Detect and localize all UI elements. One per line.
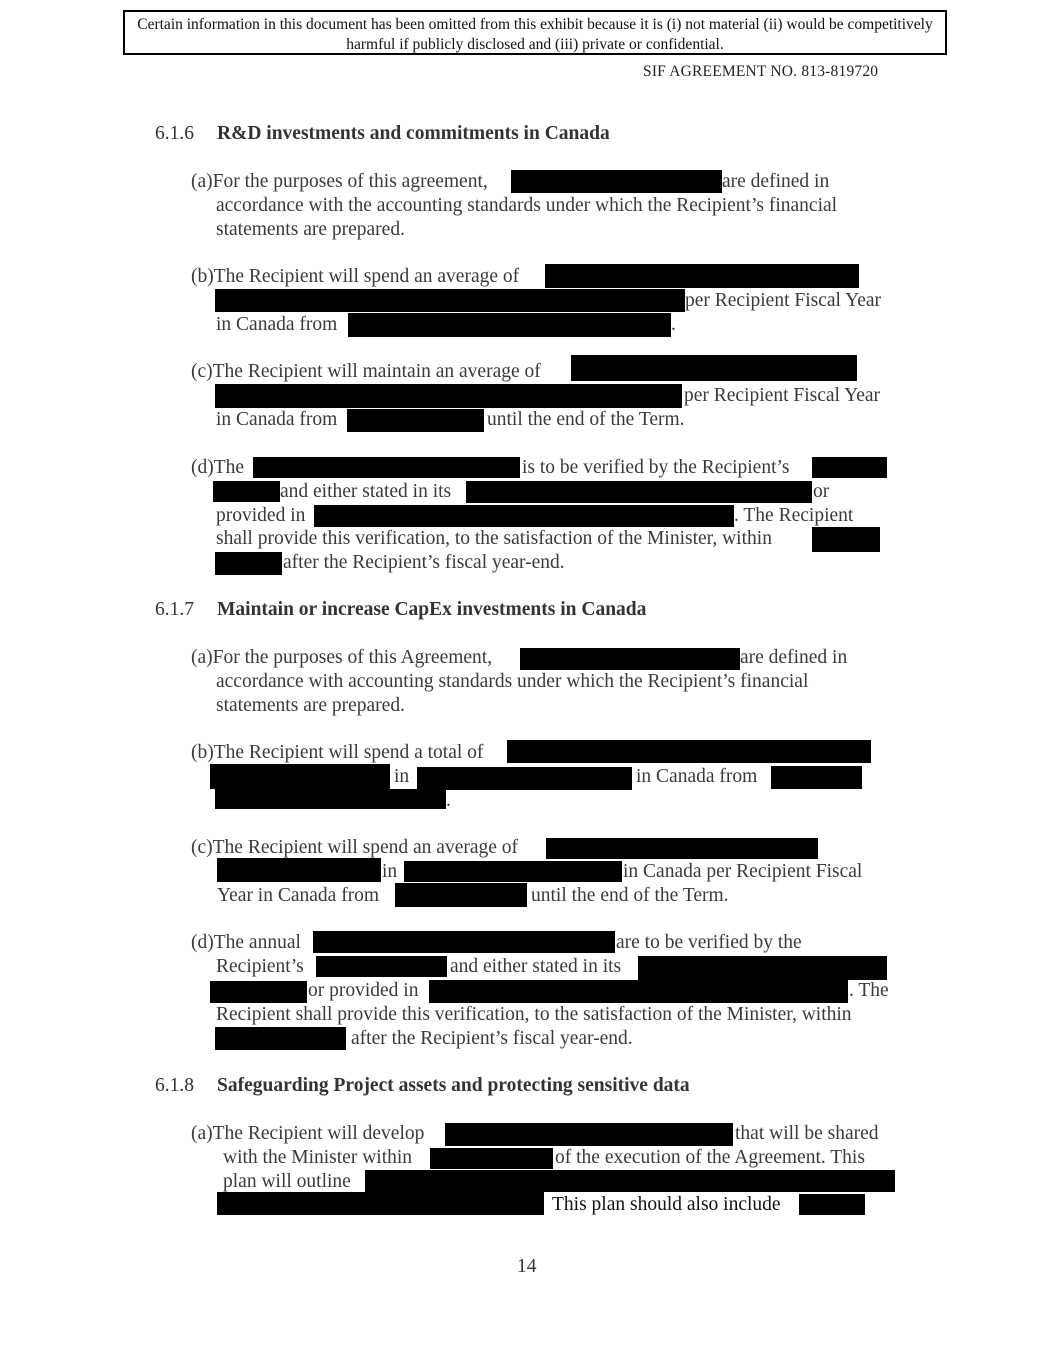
redaction-block <box>545 264 859 288</box>
section-title: R&D investments and commitments in Canada <box>217 123 610 144</box>
section-number: 6.1.6 <box>155 123 194 144</box>
para-617c-line2-end: in Canada per Recipient Fiscal <box>623 861 863 882</box>
para-616d-line1: (d)The <box>191 457 245 478</box>
redaction-block <box>638 956 887 980</box>
para-617b-line2-mid: in Canada from <box>636 766 758 787</box>
para-616b-line2: per Recipient Fiscal Year <box>685 290 882 311</box>
section-number: 6.1.8 <box>155 1075 194 1096</box>
redaction-block <box>347 409 484 432</box>
para-616c-line3-end: until the end of the Term. <box>487 409 685 430</box>
para-618a-line4: This plan should also include <box>552 1194 781 1215</box>
redaction-block <box>215 789 446 809</box>
para-616c-line1: (c)The Recipient will maintain an average of <box>191 361 541 382</box>
para-617a-line1: (a)For the purposes of this Agreement, <box>191 647 493 668</box>
redaction-block <box>520 648 740 670</box>
para-617d-line1-end: are to be verified by the <box>616 932 802 953</box>
redaction-block <box>771 766 862 789</box>
redaction-block <box>210 981 307 1003</box>
redaction-block <box>430 1148 553 1169</box>
para-618a-line1-end: that will be shared <box>735 1123 879 1144</box>
para-616b-line3-end: . <box>671 314 676 335</box>
redaction-block <box>213 481 280 502</box>
agreement-number: SIF AGREEMENT NO. 813-819720 <box>643 63 879 80</box>
para-616b-line1: (b)The Recipient will spend an average of <box>191 266 520 287</box>
para-616a-line1: (a)For the purposes of this agreement, <box>191 171 488 192</box>
para-616c-line2: per Recipient Fiscal Year <box>684 385 881 406</box>
para-616c-line3: in Canada from <box>216 409 338 430</box>
para-617d-line2: Recipient’s <box>216 956 304 977</box>
section-number: 6.1.7 <box>155 599 194 620</box>
redaction-block <box>215 1027 346 1050</box>
redaction-block <box>812 457 887 478</box>
para-616b-line3: in Canada from <box>216 314 338 335</box>
para-616d-line2: and either stated in its <box>280 481 452 502</box>
redaction-block <box>217 858 381 882</box>
para-617c-line1: (c)The Recipient will spend an average of <box>191 837 519 858</box>
para-617d-line1: (d)The annual <box>191 932 301 953</box>
redaction-block <box>571 355 857 381</box>
redaction-block <box>799 1194 865 1215</box>
redaction-block <box>507 740 871 763</box>
section-6-1-6-heading <box>155 123 610 145</box>
para-617a-line1-end: are defined in <box>740 647 848 668</box>
para-616a-line3: statements are prepared. <box>216 219 405 240</box>
page-number: 14 <box>517 1256 537 1277</box>
para-616d-line5: after the Recipient’s fiscal year-end. <box>283 552 565 573</box>
redaction-block <box>395 883 527 907</box>
para-616d-line3-end: . The Recipient <box>734 505 854 526</box>
para-618a-line1: (a)The Recipient will develop <box>191 1123 425 1144</box>
redaction-block <box>812 527 880 552</box>
redaction-block <box>215 552 282 575</box>
redaction-block <box>546 838 818 859</box>
redaction-block <box>217 1192 544 1215</box>
para-617d-line4: Recipient shall provide this verification, to the satisfaction of the Minister, within <box>216 1004 852 1025</box>
section-6-1-8-heading <box>155 1075 690 1097</box>
para-616a-line2: accordance with the accounting standards under which the Recipient’s financial <box>216 195 838 216</box>
redaction-block <box>511 170 722 193</box>
para-618a-line2-end: of the execution of the Agreement. This <box>555 1147 865 1168</box>
redaction-block <box>445 1123 733 1146</box>
redaction-block <box>404 861 622 882</box>
para-617a-line2: accordance with accounting standards under which the Recipient’s financial <box>216 671 809 692</box>
para-617c-line2: in <box>382 861 398 882</box>
redaction-block <box>210 764 390 789</box>
redaction-block <box>417 767 632 790</box>
section-title: Safeguarding Project assets and protecting sensitive data <box>217 1075 690 1096</box>
para-616a-line1-end: are defined in <box>722 171 830 192</box>
para-617d-line3-end: . The <box>849 980 889 1001</box>
para-617b-line3: . <box>446 790 451 811</box>
redaction-block <box>215 289 685 312</box>
para-616d-line4: shall provide this verification, to the satisfaction of the Minister, within <box>216 528 772 549</box>
redaction-block <box>313 931 615 953</box>
redaction-block <box>215 384 682 408</box>
para-617d-line3: or provided in <box>308 980 419 1001</box>
redaction-block <box>253 457 520 478</box>
redaction-block <box>429 980 848 1003</box>
para-616d-line2-end: or <box>813 481 830 502</box>
para-616d-line1-mid: is to be verified by the Recipient’s <box>522 457 790 478</box>
para-617d-line5: after the Recipient’s fiscal year-end. <box>351 1028 633 1049</box>
redaction-block <box>314 505 734 527</box>
redaction-block <box>466 481 812 503</box>
section-title: Maintain or increase CapEx investments in Canada <box>217 599 647 620</box>
redaction-notice: Certain information in this document has been omitted from this exhibit because it is (i) not material (ii) would be competitively harmful if publicly disclosed and (iii) private or confidential. <box>123 10 947 55</box>
redaction-block <box>348 313 671 337</box>
para-618a-line3: plan will outline <box>223 1171 351 1192</box>
redaction-block <box>316 956 447 977</box>
para-617d-line2-mid: and either stated in its <box>450 956 622 977</box>
para-617b-line2: in <box>394 766 410 787</box>
para-617a-line3: statements are prepared. <box>216 695 405 716</box>
para-616d-line3: provided in <box>216 505 306 526</box>
para-618a-line2: with the Minister within <box>223 1147 413 1168</box>
para-617b-line1: (b)The Recipient will spend a total of <box>191 742 484 763</box>
section-6-1-7-heading <box>155 599 646 621</box>
para-617c-line3-end: until the end of the Term. <box>531 885 729 906</box>
para-617c-line3: Year in Canada from <box>217 885 380 906</box>
redaction-block <box>365 1170 895 1192</box>
